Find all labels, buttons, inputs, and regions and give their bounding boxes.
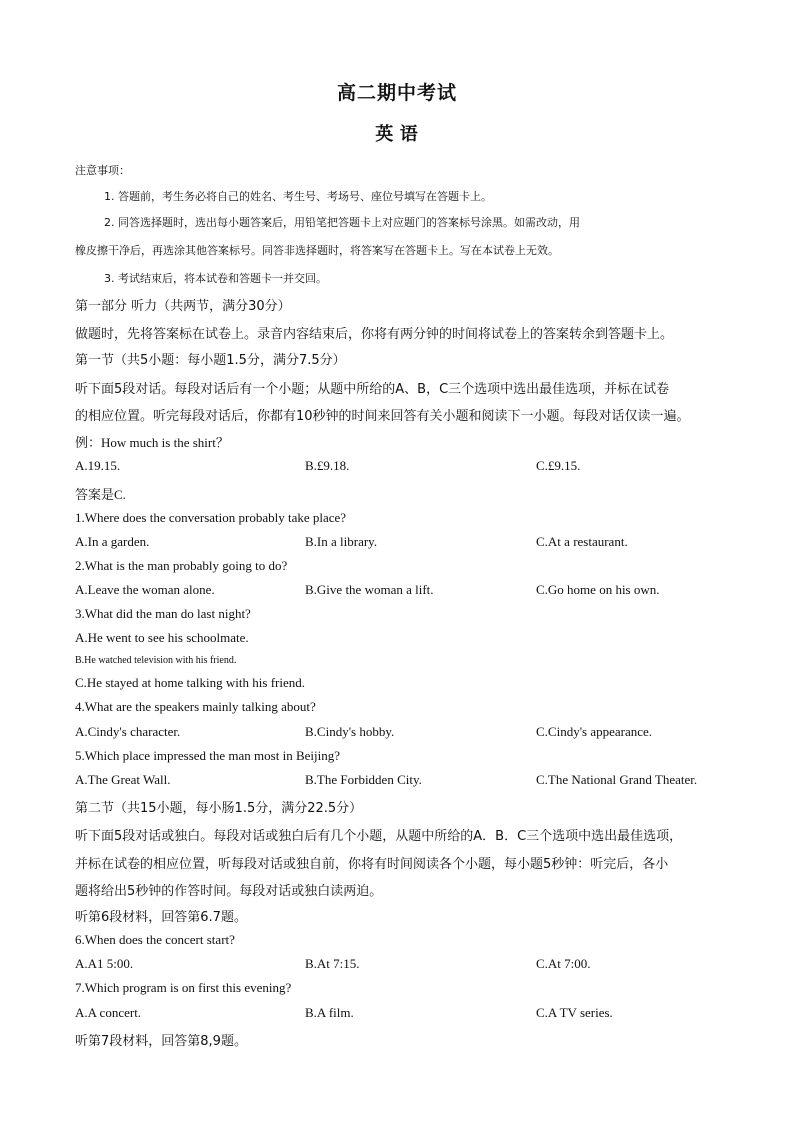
section2-instruction-line-1: 听下面5段对话或独白。每段对话或独白后有几个小题，从题中所给的A．B．C三个选项中选出最佳选项， xyxy=(75,829,683,844)
q2-option-a: A.Leave the woman alone. xyxy=(75,582,215,597)
question-6: 6.When does the concert start? xyxy=(75,932,235,947)
section1-instruction-line-2: 的相应位置。听完每段对话后，你都有10秒钟的时间来回答有关小题和阅读下一小题。每段对话仅读一遍。 xyxy=(75,409,690,424)
q3-option-b: B.He watched television with his friend. xyxy=(75,655,237,666)
question-3: 3.What did the man do last night? xyxy=(75,606,251,621)
q5-option-c: C.The National Grand Theater. xyxy=(536,772,698,787)
question-2: 2.What is the man probably going to do? xyxy=(75,558,288,573)
note-item-2-line-1: 2. 同答选择题时，选出每小题答案后，用铅笔把答题卡上对应题门的答案标号涂黑。如需改动，用 xyxy=(104,216,580,229)
q4-option-b: B.Cindy's hobby. xyxy=(305,724,395,739)
example-option-a: A.19.15. xyxy=(75,458,121,473)
example-answer: 答案是C. xyxy=(75,487,126,502)
example-option-c: C.£9.15. xyxy=(536,458,581,473)
section1-heading: 第一节（共5小题：每小题1.5分，满分7.5分） xyxy=(75,353,346,368)
subject-title: 英 语 xyxy=(375,124,419,144)
q6-option-b: B.At 7:15. xyxy=(305,956,360,971)
notes-heading: 注意事项： xyxy=(75,164,130,177)
q5-option-a: A.The Great Wall. xyxy=(75,772,171,787)
q3-option-a: A.He went to see his schoolmate. xyxy=(75,630,249,645)
example-option-b: B.£9.18. xyxy=(305,458,350,473)
section2-instruction-line-3: 题将给出5秒钟的作答时间。每段对话或独白读两迫。 xyxy=(75,884,383,899)
q5-option-b: B.The Forbidden City. xyxy=(305,772,422,787)
question-7: 7.Which program is on first this evening? xyxy=(75,980,292,995)
q6-option-a: A.A1 5:00. xyxy=(75,956,134,971)
part1-instruction: 做题时，先将答案标在试卷上。录音内容结束后，你将有两分钟的时间将试卷上的答案转余到答题卡上。 xyxy=(75,327,674,342)
q7-option-a: A.A concert. xyxy=(75,1005,142,1020)
material-7-heading: 听第7段材料，回答第8,9题。 xyxy=(75,1034,247,1049)
note-item-1: 1. 答题前，考生务必将自己的姓名、考生号、考场号、座位号填写在答题卡上。 xyxy=(104,190,492,203)
q4-option-c: C.Cindy's appearance. xyxy=(536,724,653,739)
material-6-heading: 听第6段材料，回答第6.7题。 xyxy=(75,910,247,925)
question-1: 1.Where does the conversation probably take place? xyxy=(75,510,347,525)
note-item-2-line-2: 橡皮擦干净后，再选涂其他答案标号。同答非选择题时，将答案写在答题卡上。写在本试卷上无效。 xyxy=(75,244,559,257)
q6-option-c: C.At 7:00. xyxy=(536,956,591,971)
section2-instruction-line-2: 并标在试卷的相应位置，听每段对话或独自前，你将有时间阅读各个小题，每小题5秒钟：听完后，各小 xyxy=(75,857,669,872)
q7-option-b: B.A film. xyxy=(305,1005,354,1020)
question-5: 5.Which place impressed the man most in Beijing? xyxy=(75,748,340,763)
section1-instruction-line-1: 听下面5段对话。每段对话后有一个小题；从题中所给的A、B，C三个选项中选出最佳选项，并标在试卷 xyxy=(75,382,670,397)
exam-title: 高二期中考试 xyxy=(336,83,457,104)
q1-option-c: C.At a restaurant. xyxy=(536,534,628,549)
note-item-3: 3. 考试结束后，将本试卷和答题卡一并交回。 xyxy=(104,272,327,285)
example-question: 例：How much is the shirt？ xyxy=(75,435,229,450)
q7-option-c: C.A TV series. xyxy=(536,1005,613,1020)
q1-option-b: B.In a library. xyxy=(305,534,378,549)
question-4: 4.What are the speakers mainly talking about? xyxy=(75,699,316,714)
q1-option-a: A.In a garden. xyxy=(75,534,150,549)
part1-heading: 第一部分 听力（共两节，满分30分） xyxy=(75,299,291,314)
section2-heading: 第二节（共15小题，每小肠1.5分，满分22.5分） xyxy=(75,801,363,816)
q2-option-b: B.Give the woman a lift. xyxy=(305,582,434,597)
q4-option-a: A.Cindy's character. xyxy=(75,724,181,739)
q2-option-c: C.Go home on his own. xyxy=(536,582,660,597)
q3-option-c: C.He stayed at home talking with his friend. xyxy=(75,675,305,690)
